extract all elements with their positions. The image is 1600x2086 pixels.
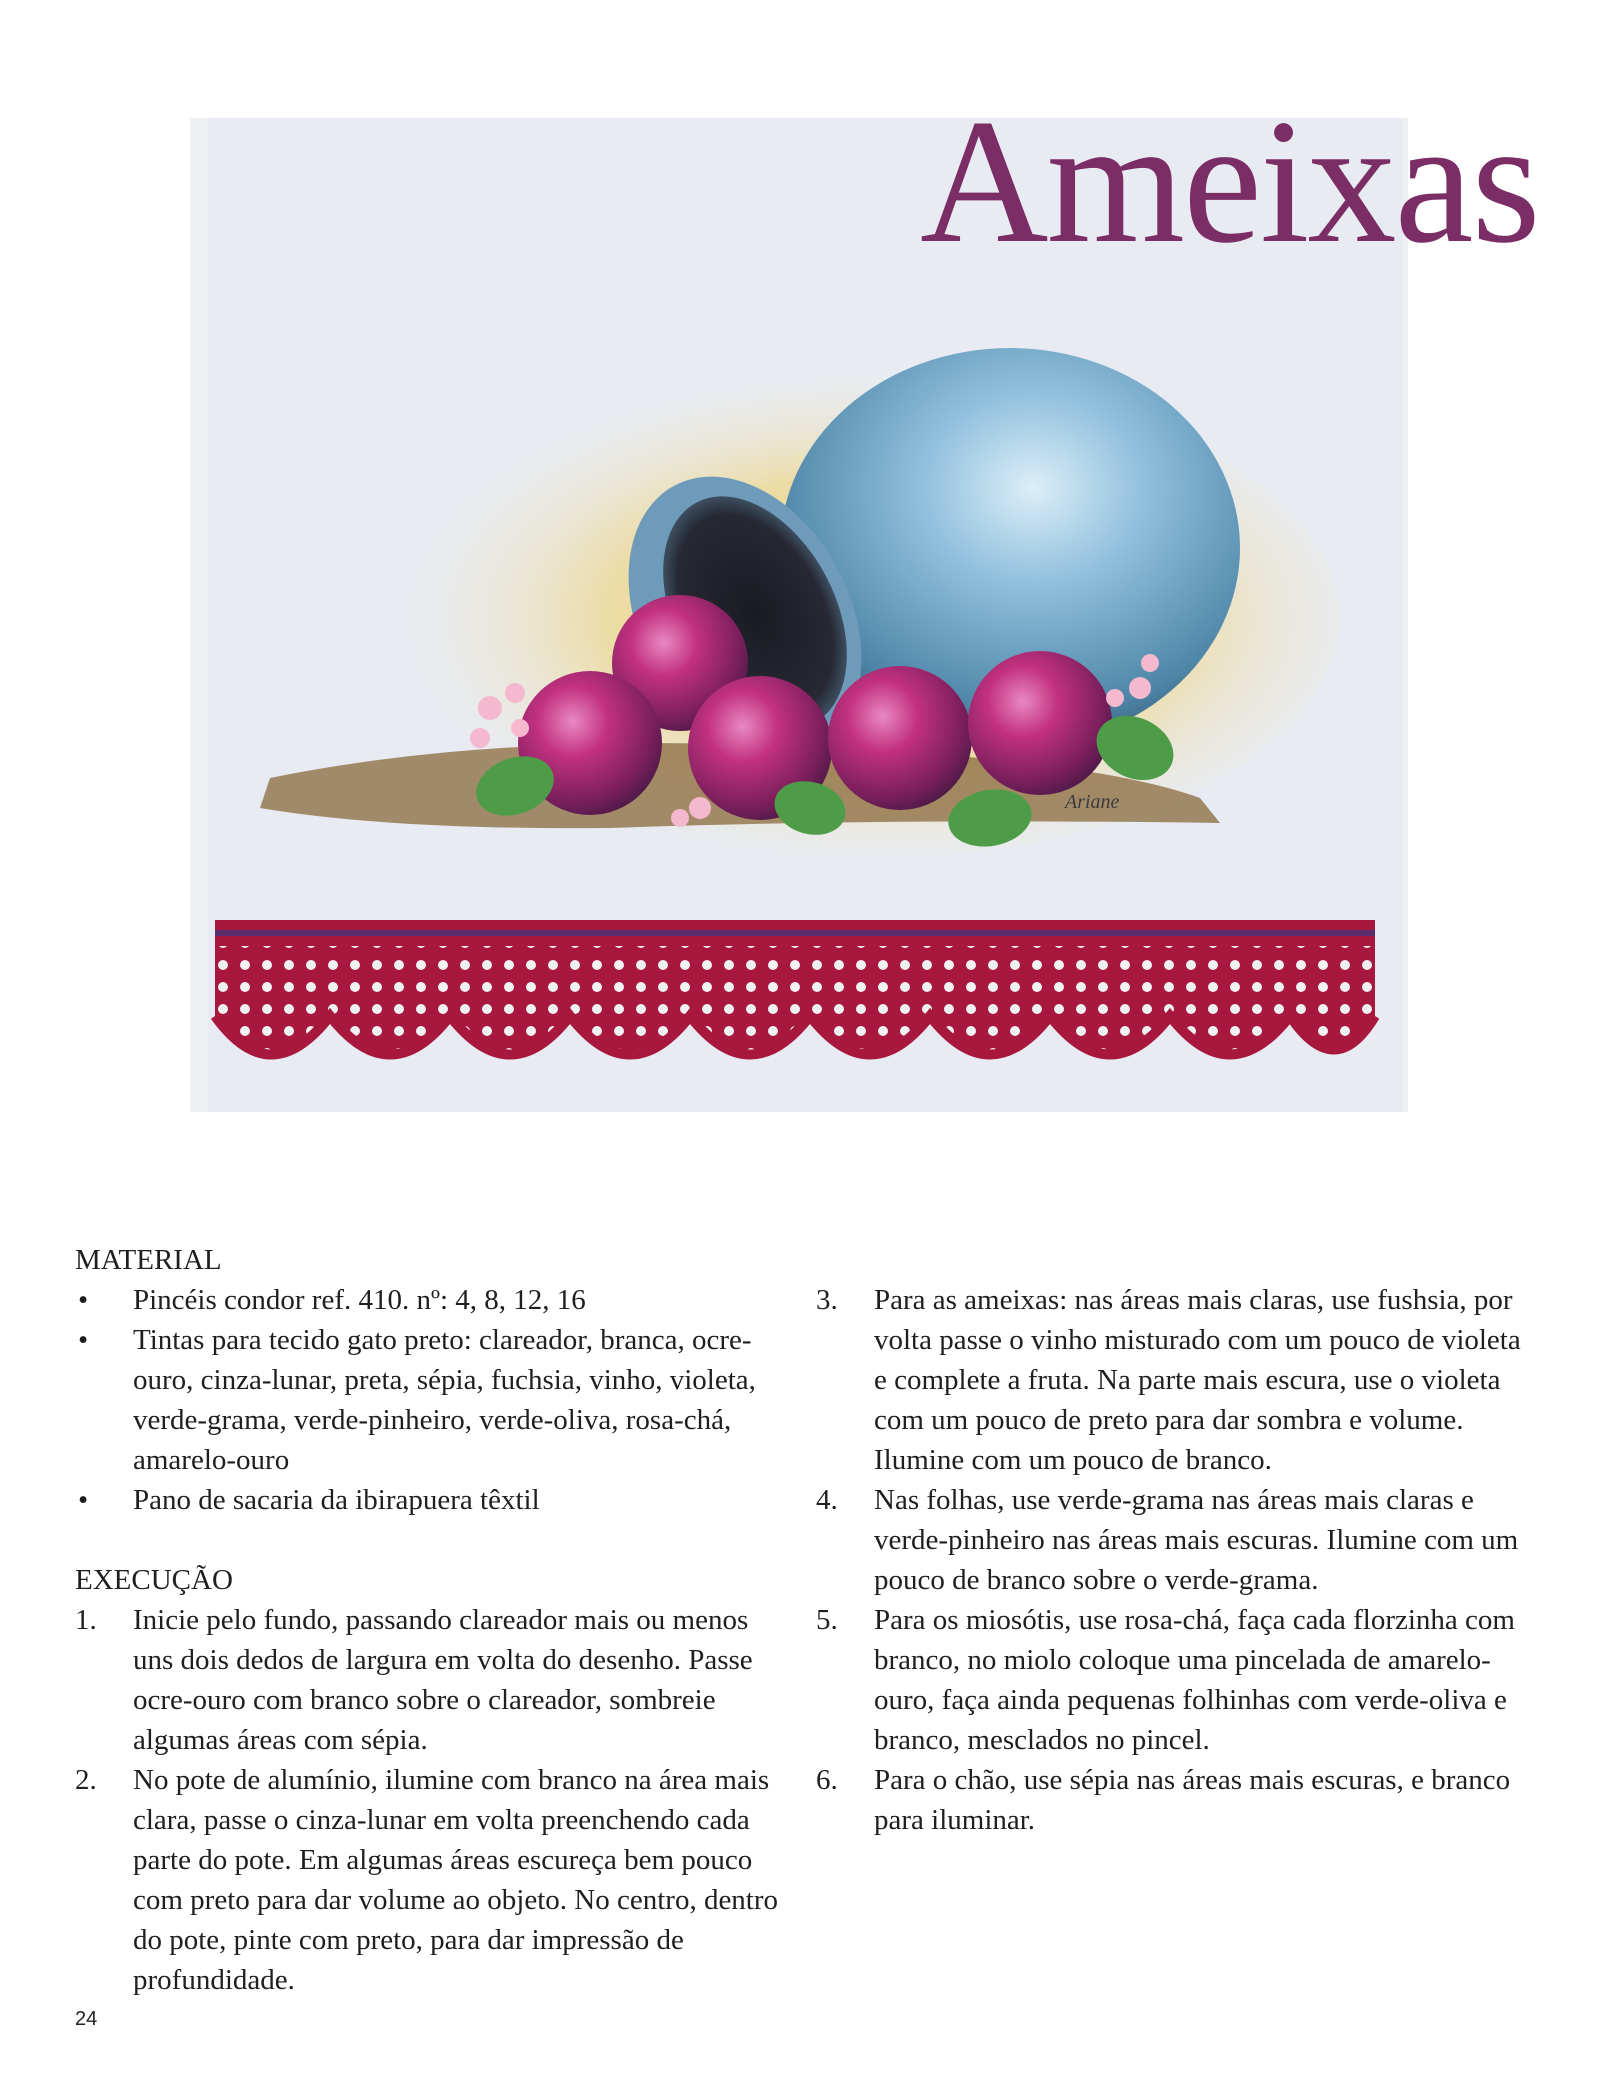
step-item: 2. No pote de alumínio, ilumine com branco na área mais clara, passe o cinza-lunar em volta preenchendo cada parte do pote. Em algumas áreas escureça bem pouco com preto para dar volume ao objeto. No centro, dentro do pote, pinte com preto, para dar impressão de profundidade. [75,1760,785,2000]
step-number: 6. [816,1764,838,1796]
material-item: • Tintas para tecido gato preto: clareador, branca, ocre-ouro, cinza-lunar, preta, sépia, fuchsia, vinho, violeta, verde-grama, verde-pinheiro, verde-oliva, rosa-chá, amarelo-ouro [75,1320,785,1480]
step-number: 3. [816,1284,838,1316]
page-title: Ameixas [920,82,1539,280]
step-item: 6. Para o chão, use sépia nas áreas mais escuras, e branco para iluminar. [816,1760,1526,1840]
step-number: 4. [816,1484,838,1516]
material-item: • Pano de sacaria da ibirapuera têxtil [75,1480,785,1520]
material-heading: MATERIAL [75,1244,222,1276]
page-number: 24 [75,2008,98,2030]
step-number: 1. [75,1604,97,1636]
step-item: 3. Para as ameixas: nas áreas mais claras, use fushsia, por volta passe o vinho misturado com um pouco de violeta e complete a fruta. Na parte mais escura, use o violeta com um pouco de preto para dar sombra e volume. Ilumine com um pouco de branco. [816,1280,1526,1480]
execucao-heading: EXECUÇÃO [75,1564,233,1596]
step-item: 1. Inicie pelo fundo, passando clareador mais ou menos uns dois dedos de largura em volta do desenho. Passe ocre-ouro com branco sobre o clareador, sombreie algumas áreas com sépia. [75,1600,785,1760]
step-item: 4. Nas folhas, use verde-grama nas áreas mais claras e verde-pinheiro nas áreas mais escuras. Ilumine com um pouco de branco sobre o verde-grama. [816,1480,1526,1600]
left-column [75,1240,785,2000]
bullet-icon: • [78,1324,89,1356]
bullet-icon: • [78,1484,89,1516]
step-number: 2. [75,1764,97,1796]
right-column [816,1240,1526,1840]
signature: Ariane [1065,791,1120,813]
steps-list-part-1 [75,1600,785,2000]
material-list [75,1280,785,1520]
step-number: 5. [816,1604,838,1636]
crochet-lace-border [215,920,1375,1055]
steps-list-part-2 [816,1280,1526,1840]
bullet-icon: • [78,1284,89,1316]
material-item: • Pincéis condor ref. 410. nº: 4, 8, 12, 16 [75,1280,785,1320]
step-item: 5. Para os miosótis, use rosa-chá, faça cada florzinha com branco, no miolo coloque uma pincelada de amarelo-ouro, faça ainda pequenas folhinhas com verde-oliva e branco, mesclados no pincel. [816,1600,1526,1760]
